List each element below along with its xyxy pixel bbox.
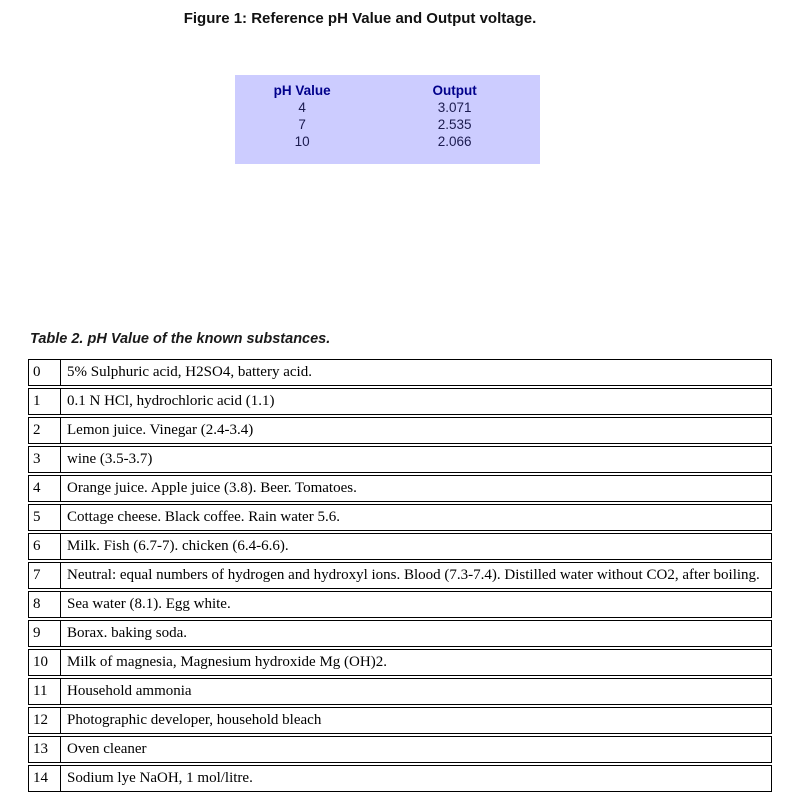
- row-number-cell: 4: [28, 475, 61, 502]
- substance-cell: Cottage cheese. Black coffee. Rain water 5.6.: [61, 504, 772, 531]
- row-number-cell: 14: [28, 765, 61, 792]
- table-header-row: [235, 82, 540, 99]
- substance-cell: 0.1 N HCl, hydrochloric acid (1.1): [61, 388, 772, 415]
- table-row: [28, 504, 772, 531]
- table2-caption: Table 2. pH Value of the known substances.: [30, 331, 331, 347]
- substance-cell: Borax. baking soda.: [61, 620, 772, 647]
- ph-value-cell: 4: [298, 100, 306, 115]
- substance-cell: 5% Sulphuric acid, H2SO4, battery acid.: [61, 359, 772, 386]
- table-row: [28, 388, 772, 415]
- table-row: [235, 116, 540, 133]
- column-header-output: Output: [432, 83, 477, 98]
- table-row: [28, 562, 772, 589]
- row-number-cell: 12: [28, 707, 61, 734]
- substance-cell: Orange juice. Apple juice (3.8). Beer. Tomatoes.: [61, 475, 772, 502]
- row-number-cell: 1: [28, 388, 61, 415]
- figure1-caption: Figure 1: Reference pH Value and Output voltage.: [183, 10, 537, 27]
- table-row: [28, 359, 772, 386]
- row-number-cell: 10: [28, 649, 61, 676]
- row-number-cell: 6: [28, 533, 61, 560]
- row-number-cell: 8: [28, 591, 61, 618]
- row-number-cell: 5: [28, 504, 61, 531]
- table-row: [28, 620, 772, 647]
- table-row: [28, 591, 772, 618]
- row-number-cell: 13: [28, 736, 61, 763]
- table-row: [28, 765, 772, 792]
- substance-cell: Sodium lye NaOH, 1 mol/litre.: [61, 765, 772, 792]
- table-row: [28, 417, 772, 444]
- table-row: [28, 533, 772, 560]
- table-row: [28, 736, 772, 763]
- substance-cell: wine (3.5-3.7): [61, 446, 772, 473]
- row-number-cell: 9: [28, 620, 61, 647]
- output-value-cell: 3.071: [437, 100, 472, 115]
- ph-output-table: [235, 75, 540, 164]
- substance-cell: Lemon juice. Vinegar (2.4-3.4): [61, 417, 772, 444]
- row-number-cell: 0: [28, 359, 61, 386]
- ph-value-cell: 7: [298, 117, 306, 132]
- substance-cell: Photographic developer, household bleach: [61, 707, 772, 734]
- table-row: [235, 99, 540, 116]
- row-number-cell: 11: [28, 678, 61, 705]
- table-row: [28, 649, 772, 676]
- substance-cell: Neutral: equal numbers of hydrogen and hydroxyl ions. Blood (7.3-7.4). Distilled water without CO2, after boiling.: [61, 562, 772, 589]
- row-number-cell: 3: [28, 446, 61, 473]
- output-value-cell: 2.535: [437, 117, 472, 132]
- row-number-cell: 2: [28, 417, 61, 444]
- table-row: [235, 133, 540, 150]
- table-row: [28, 475, 772, 502]
- substance-cell: Oven cleaner: [61, 736, 772, 763]
- row-number-cell: 7: [28, 562, 61, 589]
- substance-cell: Sea water (8.1). Egg white.: [61, 591, 772, 618]
- table-row: [28, 446, 772, 473]
- output-value-cell: 2.066: [437, 134, 472, 149]
- substance-cell: Milk. Fish (6.7-7). chicken (6.4-6.6).: [61, 533, 772, 560]
- table-row: [28, 678, 772, 705]
- column-header-ph: pH Value: [273, 83, 331, 98]
- table-row: [28, 707, 772, 734]
- substance-cell: Household ammonia: [61, 678, 772, 705]
- substance-cell: Milk of magnesia, Magnesium hydroxide Mg (OH)2.: [61, 649, 772, 676]
- ph-value-cell: 10: [294, 134, 310, 149]
- ph-substances-table: [28, 357, 772, 794]
